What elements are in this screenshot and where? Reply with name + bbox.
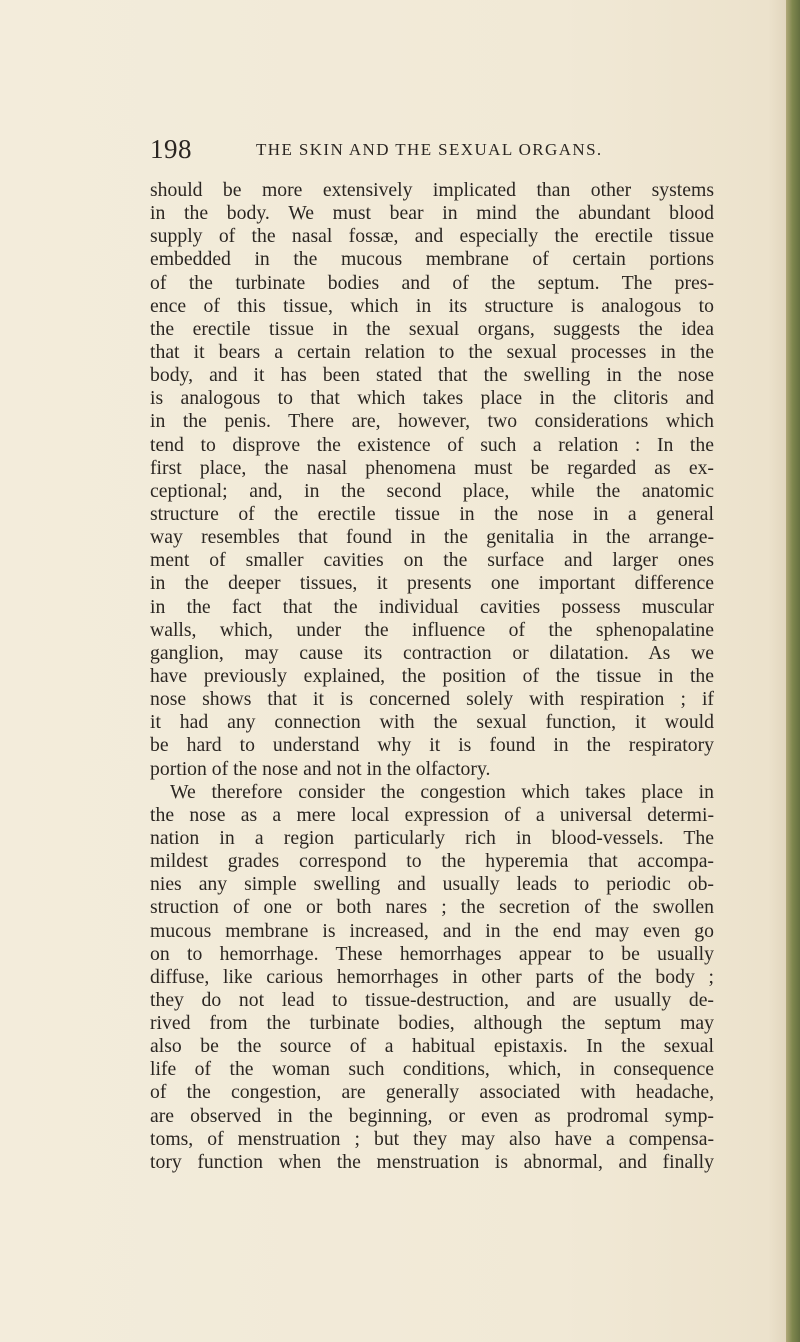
text-line: ceptional; and, in the second place, while the anatomic [150,479,714,502]
text-line: mildest grades correspond to the hyperemia that accompa- [150,850,714,873]
text-line: is analogous to that which takes place in the clitoris and [150,387,714,410]
text-line: rived from the turbinate bodies, although the septum may [150,1012,714,1035]
text-line: in the deeper tissues, it presents one important difference [150,572,714,595]
text-line: the erectile tissue in the sexual organs, suggests the idea [150,317,714,340]
text-line: in the body. We must bear in mind the abundant blood [150,202,714,225]
text-line: nies any simple swelling and usually leads to periodic ob- [150,873,714,896]
text-line: of the turbinate bodies and of the septum. The pres- [150,271,714,294]
text-line: also be the source of a habitual epistaxis. In the sexual [150,1035,714,1058]
text-line: are observed in the beginning, or even as prodromal symp- [150,1104,714,1127]
text-line: of the congestion, are generally associated with headache, [150,1081,714,1104]
text-line: nation in a region particularly rich in blood-vessels. The [150,826,714,849]
page-header [150,134,710,168]
text-line: nose shows that it is concerned solely with respiration ; if [150,688,714,711]
page-edge [786,0,800,1342]
text-line: walls, which, under the influence of the sphenopalatine [150,618,714,641]
text-line: should be more extensively implicated than other systems [150,179,714,201]
text-line: life of the woman such conditions, which, in consequence [150,1058,714,1081]
text-line: have previously explained, the position of the tissue in the [150,664,714,687]
text-line: ganglion, may cause its contraction or dilatation. As we [150,641,714,664]
text-line: body, and it has been stated that the swelling in the nose [150,364,714,387]
body-text [150,179,714,1174]
text-line: ment of smaller cavities on the surface and larger ones [150,549,714,572]
text-line: in the penis. There are, however, two considerations which [150,410,714,433]
text-line: toms, of menstruation ; but they may also have a compensa- [150,1127,714,1150]
text-line: they do not lead to tissue-destruction, and are usually de- [150,988,714,1011]
text-line: ence of this tissue, which in its structure is analogous to [150,294,714,317]
text-line: on to hemorrhage. These hemorrhages appear to be usually [150,942,714,965]
text-line: in the fact that the individual cavities possess muscular [150,595,714,618]
text-line: mucous membrane is increased, and in the end may even go [150,919,714,942]
text-line: structure of the erectile tissue in the nose in a general [150,502,714,525]
text-line: it had any connection with the sexual function, it would [150,711,714,734]
text-line: way resembles that found in the genitalia in the arrange- [150,526,714,549]
text-line: first place, the nasal phenomena must be regarded as ex- [150,456,714,479]
text-line: tend to disprove the existence of such a relation : In the [150,433,714,456]
text-line: embedded in the mucous membrane of certain portions [150,248,714,271]
text-line: that it bears a certain relation to the sexual processes in the [150,340,714,363]
text-line: supply of the nasal fossæ, and especially the erectile tissue [150,225,714,248]
text-line: We therefore consider the congestion which takes place in [170,780,714,803]
running-head: THE SKIN AND THE SEXUAL ORGANS. [256,140,603,159]
text-line: the nose as a mere local expression of a universal determi- [150,803,714,826]
text-line: struction of one or both nares ; the secretion of the swollen [150,896,714,919]
text-line: tory function when the menstruation is abnormal, and finally [150,1150,714,1173]
page-number: 198 [150,134,192,164]
text-line: portion of the nose and not in the olfactory. [150,757,491,780]
text-line: be hard to understand why it is found in the respiratory [150,734,714,757]
text-line: diffuse, like carious hemorrhages in other parts of the body ; [150,965,714,988]
